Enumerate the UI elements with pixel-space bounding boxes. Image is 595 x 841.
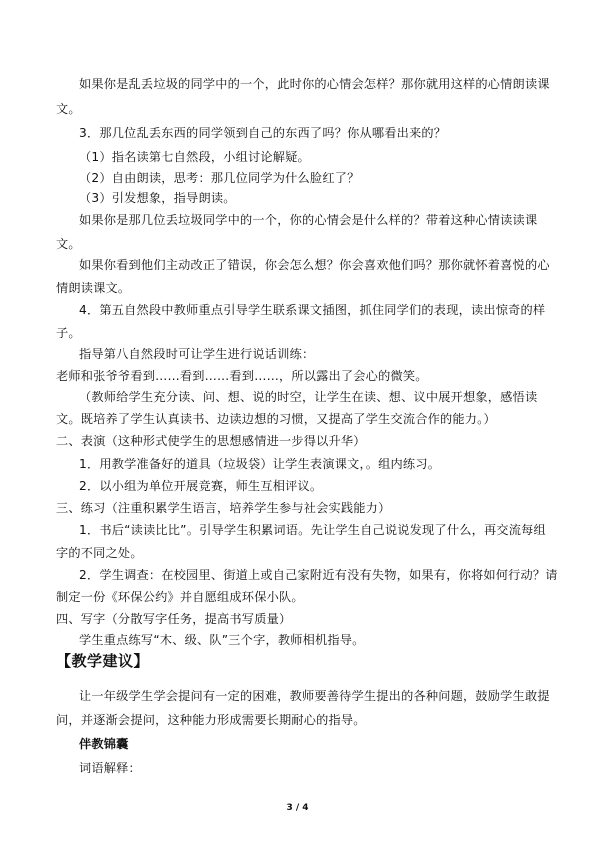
paragraph-line: 问，并逐渐会提问，这种能力形成需要长期耐心的指导。 [56,713,366,727]
vocabulary-label: 词语解释： [79,761,141,775]
companion-tips-heading: 伴教锦囊 [79,737,129,751]
sub-item: （1）指名读第七自然段，小组讨论解疑。 [79,150,310,164]
paragraph-line: 如果你是那几位丢垃圾同学中的一个，你的心情会是什么样的？带着这种心情读读课 [79,213,538,227]
paragraph-line: 如果你看到他们主动改正了错误，你会怎么想？你会喜欢他们吗？那你就怀着喜悦的心 [79,258,550,272]
paragraph-line: （教师给学生充分读、问、想、说的时空，让学生在读、想、议中展开想象，感悟读 [79,390,538,404]
paragraph-line: 如果你是乱丢垃圾的同学中的一个，此时你的心情会怎样？那你就用这样的心情朗读课 [79,77,550,91]
paragraph-line: 老师和张爷爷看到……看到……看到……，所以露出了会心的微笑。 [56,369,428,383]
numbered-item: 1．书后“读读比比”。引导学生积累词语。先让学生自己说说发现了什么，再交流每组 [79,523,546,537]
sub-item: （3）引发想象，指导朗读。 [79,191,236,205]
paragraph-line: 制定一份《环保公约》并自愿组成环保小队。 [56,590,304,604]
numbered-item: 2．以小组为单位开展竞赛，师生互相评议。 [79,479,323,493]
paragraph-line: 文。既培养了学生认真读书、边读边想的习惯，又提高了学生交流合作的能力。） [56,412,496,426]
paragraph-line: 字的不同之处。 [56,546,143,560]
sub-item: （2）自由朗读，思考：那几位同学为什么脸红了？ [79,171,360,185]
section-heading: 二、表演（这种形式使学生的思想感情进一步得以升华） [56,434,366,448]
page-number: 3 / 4 [286,803,309,813]
paragraph-line: 让一年级学生学会提问有一定的困难，教师要善待学生提出的各种问题，鼓励学生敢提 [79,689,550,703]
numbered-item: 3．那几位乱丢东西的同学领到自己的东西了吗？你从哪看出来的？ [79,126,447,140]
paragraph-line: 文。 [56,102,81,116]
paragraph-line: 子。 [56,326,81,340]
numbered-item: 4．第五自然段中教师重点引导学生联系课文插图，抓住同学们的表现，读出惊奇的样 [79,303,546,317]
numbered-item: 2．学生调查：在校园里、街道上或自己家附近有没有失物，如果有，你将如何行动？请 [79,568,558,582]
paragraph-line: 指导第八自然段时可让学生进行说话训练： [79,347,315,361]
teaching-suggestions-title: 【教学建议】 [56,652,150,670]
paragraph-line: 情朗读课文。 [56,281,131,295]
numbered-item: 1．用教学准备好的道具（垃圾袋）让学生表演课文，。组内练习。 [79,457,441,471]
paragraph-line: 文。 [56,237,81,251]
section-heading: 四、写字（分散写字任务，提高书写质量） [56,612,292,626]
section-heading: 三、练习（注重积累学生语言，培养学生参与社会实践能力） [56,501,391,515]
paragraph-line: 学生重点练写“木、级、队”三个字，教师相机指导。 [79,633,365,647]
